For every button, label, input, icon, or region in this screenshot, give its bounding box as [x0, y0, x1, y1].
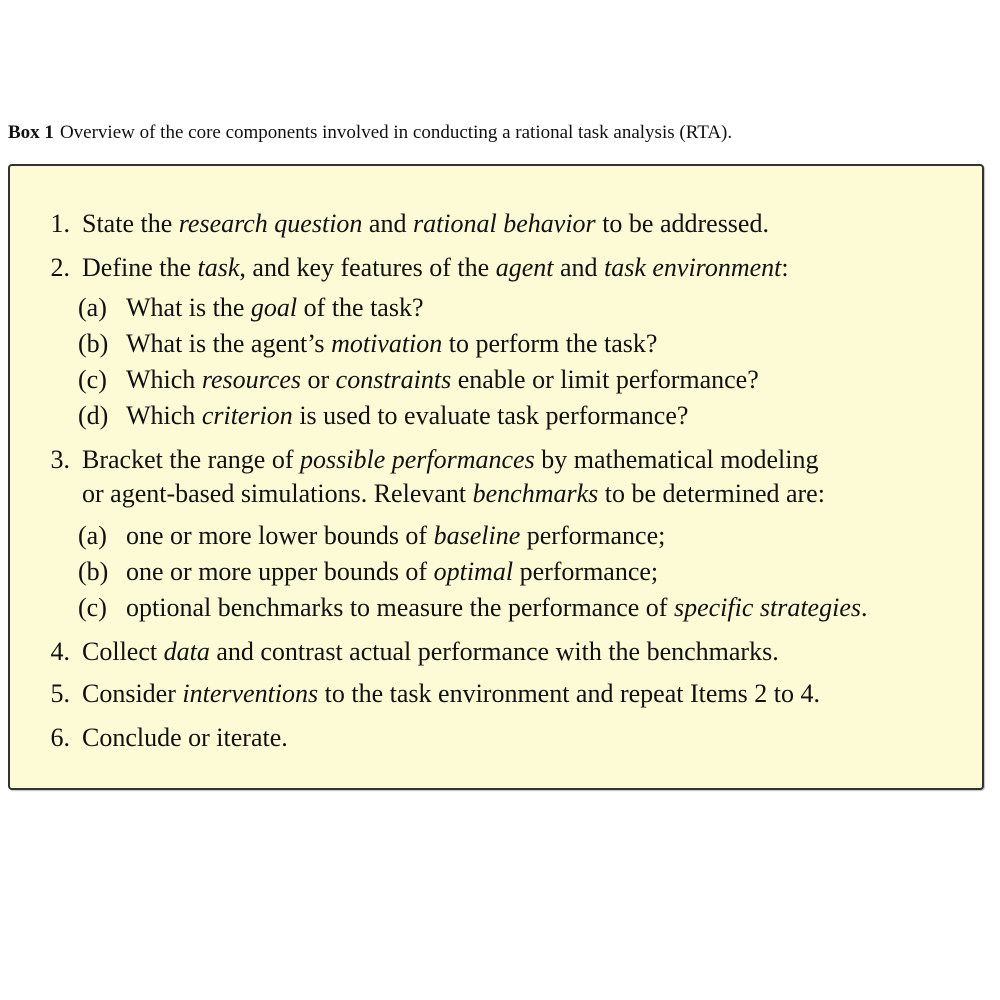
step-6-number: 6. [50, 723, 70, 752]
step-2-number: 2. [50, 253, 70, 282]
step-3c-label: (c) [78, 593, 107, 622]
box-caption [8, 120, 988, 146]
step-2b-text: What is the agent’s motivation to perform the task? [126, 329, 658, 358]
step-3-text-line-2: or agent-based simulations. Relevant benchmarks to be determined are: [82, 479, 825, 508]
step-3a-text: one or more lower bounds of baseline performance; [126, 521, 666, 550]
rta-box [8, 164, 984, 790]
step-2a-label: (a) [78, 293, 107, 322]
step-3b-label: (b) [78, 557, 109, 586]
step-3-number: 3. [50, 445, 70, 474]
step-3-text-line-1: Bracket the range of possible performances by mathematical modeling [82, 445, 819, 474]
step-2d-text: Which criterion is used to evaluate task performance? [126, 401, 689, 430]
step-5-number: 5. [50, 679, 70, 708]
step-3a-label: (a) [78, 521, 107, 550]
step-6-text: Conclude or iterate. [82, 723, 288, 752]
step-4-text: Collect data and contrast actual performance with the benchmarks. [82, 637, 779, 666]
step-2b-label: (b) [78, 329, 109, 358]
step-3b-text: one or more upper bounds of optimal performance; [126, 557, 659, 586]
step-4-number: 4. [50, 637, 70, 666]
step-2c-label: (c) [78, 365, 107, 394]
step-5-text: Consider interventions to the task environment and repeat Items 2 to 4. [82, 679, 820, 708]
box-caption-label: Box 1 [8, 122, 54, 143]
step-1-text: State the research question and rational behavior to be addressed. [82, 209, 769, 238]
step-1-number: 1. [50, 209, 70, 238]
step-2c-text: Which resources or constraints enable or limit performance? [126, 365, 759, 394]
step-3c-text: optional benchmarks to measure the performance of specific strategies. [126, 593, 868, 622]
step-2-text: Define the task, and key features of the agent and task environment: [82, 253, 789, 282]
step-2a-text: What is the goal of the task? [126, 293, 424, 322]
step-2d-label: (d) [78, 401, 109, 430]
box-caption-text: Overview of the core components involved in conducting a rational task analysis (RTA). [59, 122, 733, 143]
